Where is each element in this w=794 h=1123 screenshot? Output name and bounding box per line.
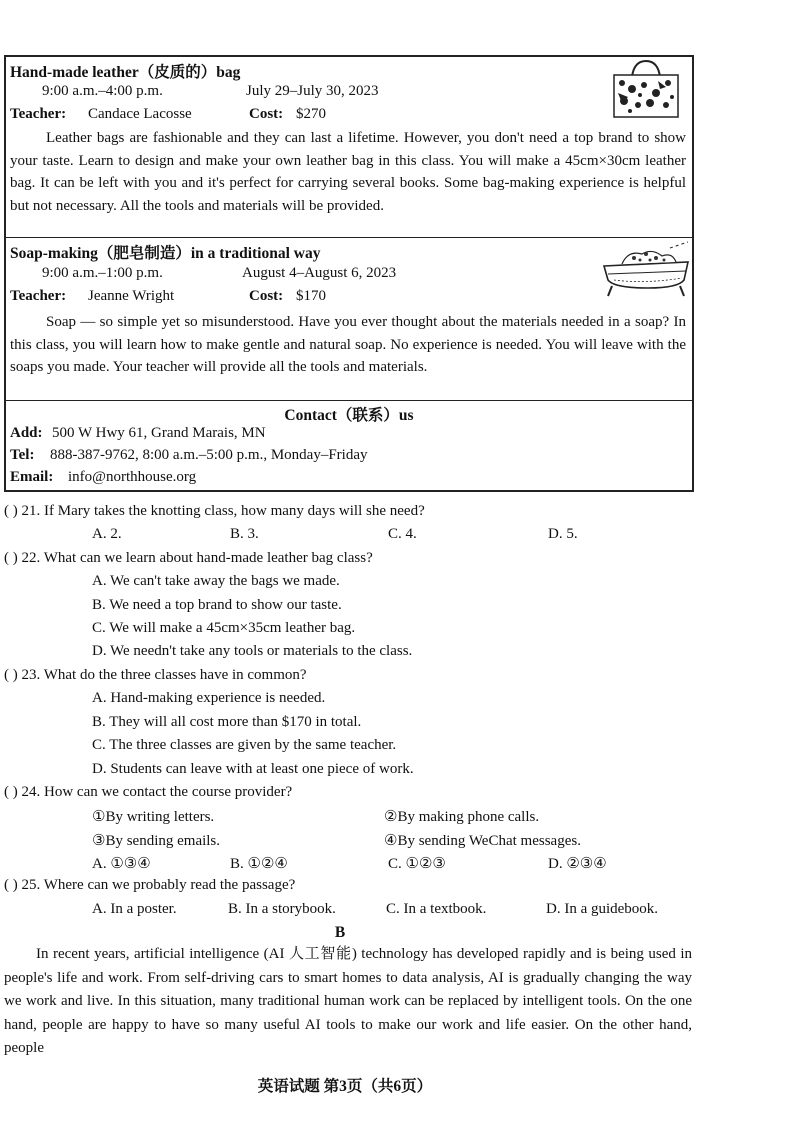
option-b: B. 3. <box>230 526 259 542</box>
option-d: D. We needn't take any tools or materials to the class. <box>92 643 413 659</box>
choice-3: ③By sending emails. <box>92 833 221 849</box>
teacher-name: Candace Lacosse <box>88 106 192 122</box>
page-footer: 英语试题 第3页（共6页） <box>257 1078 433 1095</box>
leather-bag-icon <box>610 59 682 119</box>
contact-heading: Contact（联系）us <box>284 407 414 424</box>
contact-section <box>6 400 692 493</box>
part-b-heading: B <box>334 924 346 941</box>
question-stem: ( ) 24. How can we contact the course provider? <box>4 784 293 800</box>
email-label: Email: <box>10 469 54 485</box>
option-d: D. In a guidebook. <box>546 901 659 917</box>
class-leather-bag <box>6 57 692 237</box>
teacher-label: Teacher: <box>10 288 67 304</box>
choice-4: ④By sending WeChat messages. <box>384 833 581 849</box>
question-stem: ( ) 25. Where can we probably read the passage? <box>4 877 296 893</box>
option-c: C. ①②③ <box>388 856 446 872</box>
tel-value: 888-387-9762, 8:00 a.m.–5:00 p.m., Monday–Friday <box>50 447 368 463</box>
address-value: 500 W Hwy 61, Grand Marais, MN <box>52 425 266 441</box>
option-b: B. In a storybook. <box>228 901 336 917</box>
choice-1: ①By writing letters. <box>92 809 215 825</box>
option-b: B. ①②④ <box>230 856 288 872</box>
option-a: A. 2. <box>92 526 122 542</box>
option-d: D. 5. <box>548 526 578 542</box>
option-b: B. They will all cost more than $170 in total. <box>92 714 362 730</box>
option-d: D. Students can leave with at least one piece of work. <box>92 761 414 777</box>
option-a: A. In a poster. <box>92 901 177 917</box>
option-c: C. We will make a 45cm×35cm leather bag. <box>92 620 356 636</box>
option-b: B. We need a top brand to show our taste. <box>92 597 342 613</box>
class-description: Leather bags are fashionable and they can last a lifetime. However, you don't need a top brand to show your taste. Learn to design and make your own leather bag in this class. You will make a 45cm×30cm leather bag. It can be left with you and it's perfect for carrying several books. Some bag-making experience is helpful but not necessary. All the tools and materials will be provided. <box>10 130 686 214</box>
option-a: A. ①③④ <box>92 856 151 872</box>
question-stem: ( ) 22. What can we learn about hand-made leather bag class? <box>4 550 373 566</box>
class-title: Hand-made leather（皮质的）bag <box>10 64 241 81</box>
choice-2: ②By making phone calls. <box>384 809 540 825</box>
part-b-passage: In recent years, artificial intelligence (AI 人工智能) technology has developed rapidly and is being used in people's life and work. From self-driving cars to smart homes to data analysis, AI is gradually changing the way we work and live. In this situation, many traditional human work can be replaced by intelligent tools. On the one hand, people are happy to have so many useful AI tools to make our work and life easier. On the other hand, people <box>4 946 692 1056</box>
option-c: C. 4. <box>388 526 417 542</box>
course-listing-box <box>4 55 694 492</box>
class-time: 9:00 a.m.–1:00 p.m. <box>42 265 163 281</box>
address-label: Add: <box>10 425 43 441</box>
option-d: D. ②③④ <box>548 856 607 872</box>
cost-value: $170 <box>296 288 326 304</box>
soap-bathtub-icon <box>598 240 694 300</box>
class-title: Soap-making（肥皂制造）in a traditional way <box>10 245 321 262</box>
cost-value: $270 <box>296 106 326 122</box>
option-c: C. In a textbook. <box>386 901 487 917</box>
class-time: 9:00 a.m.–4:00 p.m. <box>42 83 163 99</box>
option-a: A. We can't take away the bags we made. <box>92 573 340 589</box>
cost-label: Cost: <box>249 288 284 304</box>
option-c: C. The three classes are given by the same teacher. <box>92 737 397 753</box>
class-soap-making <box>6 237 692 401</box>
email-value: info@northhouse.org <box>68 469 197 485</box>
question-stem: ( ) 21. If Mary takes the knotting class, how many days will she need? <box>4 503 425 519</box>
class-description: Soap — so simple yet so misunderstood. Have you ever thought about the materials needed in a soap? In this class, you will learn how to make gentle and natural soap. No experience is needed. You will leave with the soaps you made. Your teacher will provide all the tools and materials. <box>10 314 686 375</box>
tel-label: Tel: <box>10 447 35 463</box>
class-dates: July 29–July 30, 2023 <box>246 83 379 99</box>
option-a: A. Hand-making experience is needed. <box>92 690 326 706</box>
teacher-name: Jeanne Wright <box>88 288 175 304</box>
cost-label: Cost: <box>249 106 284 122</box>
teacher-label: Teacher: <box>10 106 67 122</box>
question-stem: ( ) 23. What do the three classes have in common? <box>4 667 307 683</box>
class-dates: August 4–August 6, 2023 <box>242 265 397 281</box>
